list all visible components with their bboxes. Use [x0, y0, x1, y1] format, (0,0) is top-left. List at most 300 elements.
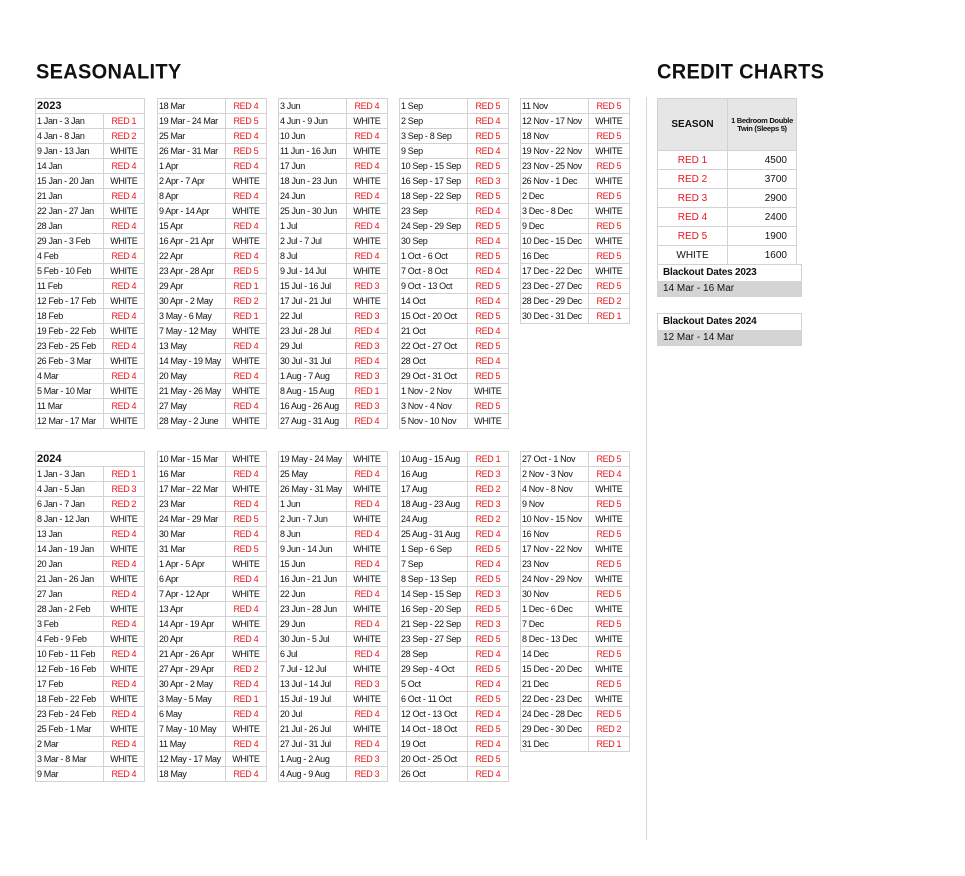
table-row: [279, 602, 388, 617]
date-range: 4 Jan - 5 Jan: [36, 482, 104, 497]
season-value: RED 5: [467, 752, 508, 767]
table-row: [158, 249, 267, 264]
date-range: 1 Jan - 3 Jan: [36, 467, 104, 482]
date-range: 23 Sep: [400, 204, 468, 219]
table-row: [521, 737, 630, 752]
table-row: [36, 677, 145, 692]
season-table-2024-col-1: [35, 451, 145, 782]
table-row: [158, 144, 267, 159]
date-range: 18 Sep - 22 Sep: [400, 189, 468, 204]
season-value: WHITE: [588, 144, 629, 159]
date-range: 7 Jul - 12 Jul: [279, 662, 347, 677]
date-range: 11 May: [158, 737, 226, 752]
season-value: RED 4: [225, 189, 266, 204]
season-value: RED 3: [467, 617, 508, 632]
date-range: 17 Aug: [400, 482, 468, 497]
date-range: 15 Oct - 20 Oct: [400, 309, 468, 324]
season-value: RED 4: [225, 677, 266, 692]
season-value: RED 2: [103, 497, 144, 512]
table-row: [158, 414, 267, 429]
table-row: [279, 707, 388, 722]
table-row: [36, 737, 145, 752]
season-value: RED 5: [467, 219, 508, 234]
date-range: 8 Jan - 12 Jan: [36, 512, 104, 527]
blackout-range: 12 Mar - 14 Mar: [658, 330, 801, 345]
date-range: 3 May - 5 May: [158, 692, 226, 707]
date-range: 7 Dec: [521, 617, 589, 632]
table-row: [400, 482, 509, 497]
table-row: [400, 752, 509, 767]
date-range: 10 Mar - 15 Mar: [158, 452, 226, 467]
season-table-2023-col-3: [278, 98, 388, 429]
date-range: 16 Aug - 26 Aug: [279, 399, 347, 414]
table-row: [158, 632, 267, 647]
season-value: WHITE: [225, 384, 266, 399]
date-range: 20 May: [158, 369, 226, 384]
date-range: 14 May - 19 May: [158, 354, 226, 369]
table-row: [36, 647, 145, 662]
season-value: RED 4: [467, 557, 508, 572]
date-range: 4 Nov - 8 Nov: [521, 482, 589, 497]
season-value: RED 4: [346, 354, 387, 369]
table-row: [279, 99, 388, 114]
date-range: 27 Apr - 29 Apr: [158, 662, 226, 677]
table-row: [36, 144, 145, 159]
season-value: RED 3: [467, 587, 508, 602]
table-row: [400, 339, 509, 354]
season-value: RED 5: [588, 527, 629, 542]
season-value: RED 5: [588, 219, 629, 234]
season-value: WHITE: [225, 414, 266, 429]
season-value: RED 5: [588, 707, 629, 722]
date-range: 9 Sep: [400, 144, 468, 159]
season-value: WHITE: [588, 114, 629, 129]
table-row: [36, 399, 145, 414]
table-row: [400, 324, 509, 339]
date-range: 19 Feb - 22 Feb: [36, 324, 104, 339]
season-value: RED 4: [103, 707, 144, 722]
table-row: [158, 384, 267, 399]
date-range: 31 Dec: [521, 737, 589, 752]
date-range: 16 Sep - 17 Sep: [400, 174, 468, 189]
season-value: WHITE: [103, 602, 144, 617]
table-row: [279, 767, 388, 782]
date-range: 5 Feb - 10 Feb: [36, 264, 104, 279]
table-row: [279, 129, 388, 144]
season-value: RED 4: [103, 279, 144, 294]
table-row: [279, 219, 388, 234]
table-row: [521, 602, 630, 617]
date-range: 20 Jan: [36, 557, 104, 572]
table-row: [279, 557, 388, 572]
date-range: 29 Oct - 31 Oct: [400, 369, 468, 384]
season-value: RED 1: [588, 737, 629, 752]
date-range: 14 Oct: [400, 294, 468, 309]
season-value: WHITE: [467, 414, 508, 429]
date-range: 25 Jun - 30 Jun: [279, 204, 347, 219]
table-row: [400, 662, 509, 677]
season-value: RED 3: [467, 174, 508, 189]
table-row: [400, 294, 509, 309]
season-name: WHITE: [658, 246, 728, 265]
table-row: [521, 692, 630, 707]
table-row: [158, 482, 267, 497]
date-range: 23 Feb - 24 Feb: [36, 707, 104, 722]
date-range: 17 Feb: [36, 677, 104, 692]
table-row: [400, 632, 509, 647]
season-value: WHITE: [103, 512, 144, 527]
table-row: [400, 279, 509, 294]
credit-row: [658, 246, 797, 265]
season-value: WHITE: [346, 542, 387, 557]
season-value: RED 3: [346, 309, 387, 324]
date-range: 15 Dec - 20 Dec: [521, 662, 589, 677]
date-range: 3 Dec - 8 Dec: [521, 204, 589, 219]
season-value: RED 5: [467, 159, 508, 174]
date-range: 21 Sep - 22 Sep: [400, 617, 468, 632]
date-range: 12 Nov - 17 Nov: [521, 114, 589, 129]
date-range: 22 Jul: [279, 309, 347, 324]
season-value: RED 5: [588, 617, 629, 632]
date-range: 15 Jan - 20 Jan: [36, 174, 104, 189]
season-value: RED 4: [225, 99, 266, 114]
date-range: 17 Jul - 21 Jul: [279, 294, 347, 309]
date-range: 26 May - 31 May: [279, 482, 347, 497]
date-range: 18 May: [158, 767, 226, 782]
table-row: [279, 294, 388, 309]
season-name: RED 5: [658, 227, 728, 246]
date-range: 16 Apr - 21 Apr: [158, 234, 226, 249]
date-range: 11 Jun - 16 Jun: [279, 144, 347, 159]
table-row: [36, 264, 145, 279]
date-range: 9 Jul - 14 Jul: [279, 264, 347, 279]
date-range: 23 Nov - 25 Nov: [521, 159, 589, 174]
season-value: RED 5: [467, 129, 508, 144]
date-range: 28 Dec - 29 Dec: [521, 294, 589, 309]
date-range: 10 Sep - 15 Sep: [400, 159, 468, 174]
table-row: [521, 677, 630, 692]
table-row: [521, 219, 630, 234]
date-range: 11 Feb: [36, 279, 104, 294]
season-value: WHITE: [225, 722, 266, 737]
table-row: [400, 144, 509, 159]
season-value: WHITE: [103, 572, 144, 587]
season-value: WHITE: [346, 144, 387, 159]
credit-value: 1600: [728, 246, 797, 265]
table-row: [400, 572, 509, 587]
date-range: 24 Sep - 29 Sep: [400, 219, 468, 234]
date-range: 1 Aug - 2 Aug: [279, 752, 347, 767]
season-value: WHITE: [346, 234, 387, 249]
date-range: 10 Feb - 11 Feb: [36, 647, 104, 662]
table-row: [158, 767, 267, 782]
date-range: 30 Sep: [400, 234, 468, 249]
season-value: RED 4: [346, 587, 387, 602]
season-value: RED 4: [225, 632, 266, 647]
date-range: 6 Apr: [158, 572, 226, 587]
table-row: [400, 414, 509, 429]
season-value: RED 4: [225, 497, 266, 512]
table-row: [279, 647, 388, 662]
table-row: [158, 452, 267, 467]
date-range: 14 Dec: [521, 647, 589, 662]
season-value: RED 4: [103, 647, 144, 662]
date-range: 26 Feb - 3 Mar: [36, 354, 104, 369]
season-value: WHITE: [346, 174, 387, 189]
table-row: [521, 587, 630, 602]
table-row: [521, 557, 630, 572]
season-table-2023-col-5: [520, 98, 630, 324]
date-range: 29 Dec - 30 Dec: [521, 722, 589, 737]
season-table-2024-col-4: [399, 451, 509, 782]
date-range: 21 Oct: [400, 324, 468, 339]
season-value: RED 5: [467, 572, 508, 587]
season-table-2024-col-2: [157, 451, 267, 782]
season-value: WHITE: [103, 542, 144, 557]
credit-value: 2400: [728, 208, 797, 227]
table-row: [279, 384, 388, 399]
table-row: [158, 467, 267, 482]
season-value: WHITE: [346, 662, 387, 677]
table-row: [400, 557, 509, 572]
date-range: 21 Jan: [36, 189, 104, 204]
table-row: [36, 707, 145, 722]
table-row: [400, 737, 509, 752]
season-value: WHITE: [588, 602, 629, 617]
table-row: [521, 647, 630, 662]
season-value: WHITE: [225, 324, 266, 339]
table-row: [36, 189, 145, 204]
date-range: 18 Nov: [521, 129, 589, 144]
table-row: [158, 602, 267, 617]
table-row: [279, 722, 388, 737]
date-range: 20 Jul: [279, 707, 347, 722]
season-value: RED 4: [346, 129, 387, 144]
season-value: WHITE: [346, 204, 387, 219]
season-value: RED 4: [346, 737, 387, 752]
date-range: 23 Mar: [158, 497, 226, 512]
table-row: [279, 752, 388, 767]
season-name: RED 4: [658, 208, 728, 227]
season-value: RED 5: [467, 309, 508, 324]
date-range: 6 Jul: [279, 647, 347, 662]
date-range: 27 May: [158, 399, 226, 414]
table-row: [36, 587, 145, 602]
date-range: 14 Jan: [36, 159, 104, 174]
table-row: [279, 497, 388, 512]
credit-row: [658, 208, 797, 227]
season-value: RED 2: [588, 294, 629, 309]
season-value: RED 4: [346, 219, 387, 234]
table-row: [400, 707, 509, 722]
season-value: WHITE: [588, 482, 629, 497]
season-value: RED 4: [103, 339, 144, 354]
date-range: 21 Dec: [521, 677, 589, 692]
credit-row: [658, 227, 797, 246]
season-value: RED 4: [103, 369, 144, 384]
table-row: [279, 414, 388, 429]
date-range: 13 May: [158, 339, 226, 354]
date-range: 10 Dec - 15 Dec: [521, 234, 589, 249]
table-row: [400, 159, 509, 174]
date-range: 4 Feb - 9 Feb: [36, 632, 104, 647]
season-table-2023-col-4: [399, 98, 509, 429]
season-value: WHITE: [225, 174, 266, 189]
season-value: RED 4: [346, 324, 387, 339]
date-range: 9 Apr - 14 Apr: [158, 204, 226, 219]
table-row: [158, 707, 267, 722]
date-range: 10 Jun: [279, 129, 347, 144]
year-label: 2024: [36, 452, 145, 467]
table-row: [158, 542, 267, 557]
season-value: WHITE: [588, 542, 629, 557]
season-value: WHITE: [588, 204, 629, 219]
season-value: WHITE: [103, 174, 144, 189]
date-range: 8 Jul: [279, 249, 347, 264]
season-value: WHITE: [346, 572, 387, 587]
table-row: [158, 189, 267, 204]
date-range: 8 Sep - 13 Sep: [400, 572, 468, 587]
season-table-2024-col-5: [520, 451, 630, 752]
date-range: 28 Oct: [400, 354, 468, 369]
season-value: RED 3: [346, 767, 387, 782]
table-row: [36, 527, 145, 542]
table-row: [400, 219, 509, 234]
season-value: RED 2: [103, 129, 144, 144]
season-value: WHITE: [588, 264, 629, 279]
table-row: [279, 467, 388, 482]
season-value: WHITE: [588, 692, 629, 707]
table-row: [36, 752, 145, 767]
table-row: [158, 662, 267, 677]
table-row: [279, 144, 388, 159]
date-range: 16 Dec: [521, 249, 589, 264]
season-value: WHITE: [588, 662, 629, 677]
date-range: 2 Apr - 7 Apr: [158, 174, 226, 189]
season-value: RED 4: [346, 557, 387, 572]
date-range: 26 Mar - 31 Mar: [158, 144, 226, 159]
season-value: RED 4: [346, 497, 387, 512]
table-row: [158, 752, 267, 767]
date-range: 22 Apr: [158, 249, 226, 264]
date-range: 8 Dec - 13 Dec: [521, 632, 589, 647]
date-range: 22 Dec - 23 Dec: [521, 692, 589, 707]
date-range: 2 Jun - 7 Jun: [279, 512, 347, 527]
date-range: 17 Jun: [279, 159, 347, 174]
season-value: WHITE: [225, 617, 266, 632]
season-value: RED 5: [467, 722, 508, 737]
table-row: [400, 497, 509, 512]
season-value: WHITE: [103, 662, 144, 677]
season-table-2023-col-1: [35, 98, 145, 429]
date-range: 3 Jun: [279, 99, 347, 114]
date-range: 16 Mar: [158, 467, 226, 482]
table-row: [400, 542, 509, 557]
season-value: RED 4: [225, 249, 266, 264]
table-row: [158, 722, 267, 737]
date-range: 2 Jul - 7 Jul: [279, 234, 347, 249]
season-value: RED 4: [346, 414, 387, 429]
table-row: [521, 99, 630, 114]
date-range: 10 Nov - 15 Nov: [521, 512, 589, 527]
date-range: 14 Jan - 19 Jan: [36, 542, 104, 557]
season-value: RED 4: [346, 617, 387, 632]
table-row: [158, 264, 267, 279]
date-range: 16 Jun - 21 Jun: [279, 572, 347, 587]
table-row: [36, 512, 145, 527]
season-name: RED 2: [658, 170, 728, 189]
season-value: RED 4: [103, 677, 144, 692]
table-row: [36, 557, 145, 572]
date-range: 3 Sep - 8 Sep: [400, 129, 468, 144]
table-row: [36, 542, 145, 557]
date-range: 21 May - 26 May: [158, 384, 226, 399]
table-row: [36, 722, 145, 737]
season-value: RED 4: [346, 527, 387, 542]
table-row: [400, 647, 509, 662]
date-range: 7 Sep: [400, 557, 468, 572]
table-row: [279, 677, 388, 692]
date-range: 2 Nov - 3 Nov: [521, 467, 589, 482]
year-header-row: [36, 99, 145, 114]
blackout-title: Blackout Dates 2024: [663, 316, 757, 327]
date-range: 7 May - 12 May: [158, 324, 226, 339]
season-value: RED 5: [588, 497, 629, 512]
table-row: [400, 722, 509, 737]
season-value: RED 5: [467, 279, 508, 294]
table-row: [36, 204, 145, 219]
table-row: [400, 767, 509, 782]
season-value: RED 5: [588, 159, 629, 174]
table-row: [158, 294, 267, 309]
table-row: [279, 189, 388, 204]
date-range: 29 Jun: [279, 617, 347, 632]
table-row: [158, 159, 267, 174]
table-row: [400, 452, 509, 467]
date-range: 17 Mar - 22 Mar: [158, 482, 226, 497]
season-value: WHITE: [103, 692, 144, 707]
season-value: RED 1: [225, 309, 266, 324]
season-value: WHITE: [346, 722, 387, 737]
season-value: RED 3: [346, 339, 387, 354]
season-value: RED 4: [346, 249, 387, 264]
season-value: RED 1: [346, 384, 387, 399]
table-row: [36, 482, 145, 497]
table-row: [400, 309, 509, 324]
date-range: 30 Apr - 2 May: [158, 294, 226, 309]
date-range: 23 Feb - 25 Feb: [36, 339, 104, 354]
table-row: [279, 354, 388, 369]
season-value: RED 2: [225, 662, 266, 677]
season-value: RED 4: [103, 219, 144, 234]
season-value: WHITE: [346, 482, 387, 497]
table-row: [158, 692, 267, 707]
season-value: RED 4: [103, 587, 144, 602]
blackout-2023: [657, 264, 802, 297]
date-range: 22 Oct - 27 Oct: [400, 339, 468, 354]
table-row: [279, 279, 388, 294]
season-value: WHITE: [225, 354, 266, 369]
season-value: RED 5: [467, 399, 508, 414]
date-range: 11 Mar: [36, 399, 104, 414]
table-row: [158, 527, 267, 542]
season-value: RED 1: [103, 114, 144, 129]
date-range: 1 Aug - 7 Aug: [279, 369, 347, 384]
date-range: 18 Mar: [158, 99, 226, 114]
season-value: WHITE: [588, 512, 629, 527]
table-row: [158, 309, 267, 324]
table-row: [521, 467, 630, 482]
